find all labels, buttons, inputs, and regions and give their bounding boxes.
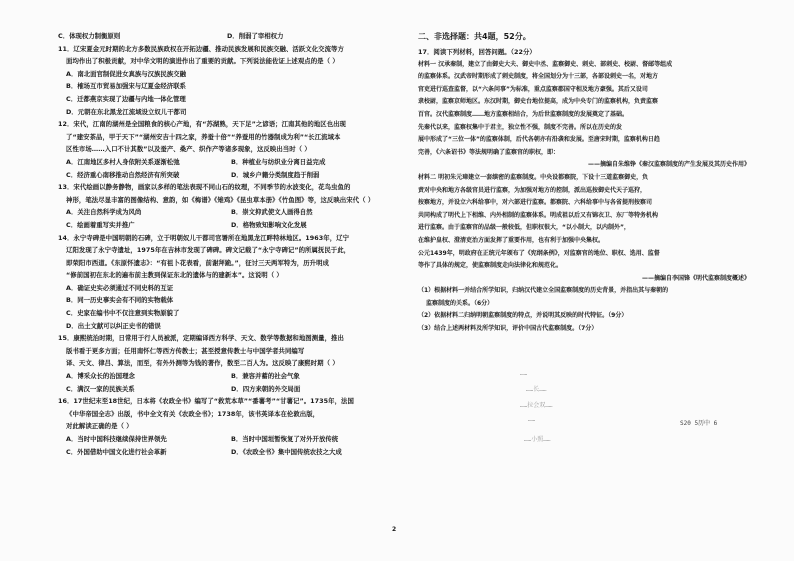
q10-option-c: C．体现权力制衡原则: [58, 32, 121, 40]
q13-option-d: D．格物致知影响文化发展: [231, 220, 307, 229]
q17-title: 17．阅读下列材料，回答问题。（22分）: [418, 48, 536, 56]
q14-stem-line: 14．永宁寺碑是中国明朝的石碑，立于明朝奴儿干都司官署所在地黑龙江畔特林地区。1963年，辽宁: [58, 233, 350, 242]
material-two-line: 在维护皇权、澄清吏治方面发挥了重要作用，也有利于加强中央集权。: [418, 236, 605, 244]
q13-stem-line: 13．宋代绘画以静务静物，画家以多样的笔法表现不同山石的纹理，不同季节的水波变化，花鸟虫鱼的: [58, 183, 351, 192]
q11-stem-line: 面均作出了积极贡献，对中华文明的演进作出了重要的贡献。下列说法能佐证上述观点的是（ ）: [66, 57, 339, 66]
q14-stem-line: 即荣阳市西道。《东原怀遗志》：“有祖卜花表看，前谢拜跪。”，征讨三天两军特为，历升明成: [66, 258, 329, 267]
right-column: [418, 30, 754, 336]
stamp-line: ……小照……: [524, 436, 551, 443]
material-one-line: 展中形成了“三位一体”的监察体制，后代各朝亦有沿袭和发展。至唐宋时期，监察机构日趋: [418, 136, 660, 144]
material-two-line: 公元1439年，明政府在正统元年颁布了《宪纲条例》，对监察官的地位、职权、选用、监督: [418, 249, 660, 257]
material-one-source: ——摘编自朱维铮《秦汉监察制度的产生发展及其历史作用》: [587, 161, 750, 169]
material-one-line: 百官。汉代监察制度……地方监察相结合，为后世监察制度的发展奠定了基础。: [418, 110, 629, 118]
question-12: [58, 118, 396, 181]
q15-stem-line: 15．康熙统治时期，日常用于行人员被派，定期编译西方科学、天文、数学等数据和地图测量，推出: [58, 334, 344, 343]
q12-option-c: C．经济重心南移推动自然经济有所突破: [66, 170, 180, 179]
q16-options-row: [58, 433, 396, 446]
material-two-line: 按察地方，并设立六科给事中，对六部进行监察。都察院、六科给事中与各省提刑按察司: [418, 199, 653, 207]
q16-stem-line: 对此解读正确的是（ ）: [66, 422, 133, 431]
q12-option-d: D．城乡户籍分类制度趋于削弱: [231, 170, 320, 179]
q13-options-row: [58, 206, 396, 219]
q12-option-a: A．江南地区多村人身依附关系逐渐松弛: [66, 157, 180, 166]
subquestion-line: （2）依据材料二归纳明朝监察制度的特点，并说明其反映的时代特征。（9分）: [418, 312, 628, 320]
material-two-line: 共同构成了明代上下相维、内外相制的监察体系。明成祖以后又有锦衣卫、东厂等特务机构: [418, 211, 659, 219]
q16-option-b: B．当时中国垣暂恢复了对外开放传统: [231, 435, 339, 443]
stamp-label: S20 5历中 6: [680, 420, 718, 427]
stamp-line: ……: [520, 370, 528, 377]
q14-stem-line: “修前国初在东北的遍布前主教到保证东北的遗体与的建新本”。这说明（ ）: [66, 271, 283, 280]
q11-option-d: D．元朝在东北黑龙江流域设立奴儿干都司: [66, 107, 187, 116]
section-title: 二、非选择题：共4题，52分。: [418, 32, 531, 41]
q14-option-c: C．史家在编书中不仅注意到实物原貌了: [66, 309, 180, 318]
q13-stem-line: 神形，笔法尽显丰富的图像结构、意韵，如《梅谱》《雉鸡》《昆虫草本册》《竹鱼图》等，这反映出宋代（ ）: [66, 195, 375, 204]
page-number: 2: [392, 526, 397, 533]
material-one-line: 材料一 汉承秦制，建立了由御史大夫、御史中丞、监察御史、刺史、部刺史、校尉、督邮等组成: [418, 60, 673, 68]
q12-stem-line: 12．宋代，江南的湖州是全国粮食的核心产地，有“苏湖熟，天下足”之谚语；江南其他的地区也出现: [58, 120, 346, 129]
q14-option-a: A．确证史实必须通过不同史料的互证: [66, 283, 174, 292]
q13-options-row: [58, 219, 396, 232]
q15-option-a: A．博采众长的治国理念: [66, 372, 135, 381]
q12-option-b: B．种植业与纺织业分离日益完成: [231, 157, 326, 166]
question-13: [58, 181, 396, 231]
q15-option-b: B．兼容并蓄的社会气象: [231, 372, 300, 381]
material-one-line: 先秦代以来，监察权集中于君主，独立性不强，制度不完善。所以在历史的发: [418, 123, 623, 131]
q11-option-c: C．迁都燕京实现了边疆与内地一体化管理: [66, 94, 186, 103]
material-one-line: 的监察体系。汉武帝时期形成了刺史制度，将全国划分为十三部，各部设刺史一名，对地方: [418, 73, 659, 81]
material-two-line: 材料二 明初朱元璋建立一套缜密的监察制度。中央设都察院，下设十三道监察御史，负: [418, 173, 649, 181]
q15-option-d: D．四方来朝的外交局面: [231, 384, 301, 393]
question-15: [58, 332, 396, 395]
faint-stamp-area: [520, 370, 740, 490]
material-two: [418, 172, 754, 285]
question-14: [58, 232, 396, 333]
q16-stem-line: 《中华帝国全志》出版，书中全文有关《农政全书》；1738年，该书英译本在伦敦出版，: [66, 409, 320, 418]
q15-option-c: C．满汉一家的民族关系: [66, 384, 135, 393]
q12-options-row: [58, 156, 396, 169]
q15-options-row: [58, 383, 396, 396]
q12-stem-line: 了“建安茶品，甲于天下”“湖州安吉十四之家，养蚕十倍”“养蚕用的竹器制成为利”“长江流域本: [66, 132, 341, 141]
q10-option-d: D．削弱了宰相权力: [227, 32, 284, 40]
question-16: [58, 395, 396, 458]
q17-subquestions: [418, 285, 754, 335]
stamp-line: ……拉会双……: [520, 402, 553, 409]
q13-option-a: A．关注自然科学成为风尚: [66, 208, 142, 217]
material-one-line: 官吏进行巡查监督，以“六条问事”为标准，重点监察郡国守相及地方豪强。其后又设司: [418, 85, 648, 93]
q15-stem-line: 版书看于更多方面；任用南怀仁等西方传教士；甚至授意传教士与中国学者共同编写: [66, 346, 305, 355]
q16-option-a: A．当时中国科技继续保持世界领先: [66, 435, 167, 443]
stamp-line: ……长……: [526, 386, 547, 393]
stamp-line: ……: [528, 416, 536, 423]
subquestion-line: （1）根据材料一并结合所学知识，归纳汉代建立全国监察制度的历史背景，并指出其与秦朝的: [418, 287, 669, 295]
question-11: [58, 43, 396, 119]
material-one-line: 完善，《六条诏书》等法规明确了监察官的职权，即：: [418, 148, 560, 156]
q12-stem-line: 区性市场……入口不计其数”以及蚕产、桑产、织作产等诸多现象，这反映出当时（ ）: [66, 145, 311, 154]
left-column: [58, 30, 396, 458]
q11-stem-line: 11．辽宋夏金元时期的北方多数民族政权在开拓边疆、推动民族发展和民族交融、活跃文化交流等方: [58, 44, 344, 53]
q16-options-row: [58, 446, 396, 459]
q10-options: [58, 30, 396, 43]
q14-stem-line: 辽阳发现了永宁寺遗址，1975年在吉林市发现了碑碑。碑文记载了“永宁寺碑记”的所属抚民于此，: [66, 246, 351, 255]
q16-option-d: D．《农政全书》集中国传统农技之大成: [231, 447, 342, 456]
subquestion-line: （3）结合上述两材料及所学知识，评价中国古代监察制度。（7分）: [418, 325, 598, 333]
material-two-line: 等作了具体的规定，使监察制度走向法律化和规范化。: [418, 262, 563, 270]
q11-option-a: A．南北面官制促进女真族与汉族民族交融: [66, 69, 186, 78]
material-two-line: 责对中央和地方各级官员进行监察，为加强对地方的控制，派出巡按御史代天子巡狩，: [418, 186, 647, 194]
subquestion-line: 监察制度的关系。（6分）: [426, 299, 494, 307]
q14-option-b: B．同一历史事实会有不同的实物载体: [66, 296, 174, 305]
q16-stem-line: 16．17世纪末至18世纪，日本将《农政全书》编写了“救荒本草”“番薯考”“甘薯记”。1735年，法国: [58, 397, 354, 406]
q12-options-row: [58, 169, 396, 182]
q16-option-c: C．外国借助中国文化进行社会革新: [66, 447, 167, 456]
q15-stem-line: 译、天文、律吕、算法，而至，有外外测等为钱的著作，数至二百人为。这反映了康熙时期（ ）: [66, 359, 339, 368]
material-two-line: 进行监察。由于监察官的品级一般较低，但职权很大，“以小制大，以内制外”，: [418, 224, 630, 232]
q13-option-b: B．崇文抑武使文人画得自然: [231, 208, 313, 217]
q14-option-d: D．出土文献可以纠正史书的错误: [66, 321, 161, 330]
material-one: [418, 59, 754, 172]
q13-option-c: C．绘画着重写实并推广: [66, 220, 135, 229]
material-two-source: ——摘编自李国锋《明代监察制度概述》: [641, 274, 750, 282]
material-one-line: 隶校尉，监察京师地区。东汉时期，御史台地位提高，成为中央专门的监察机构，负责监察: [418, 98, 659, 106]
q11-option-b: B．榷场互市贸易加强宋与辽夏金经济联系: [66, 82, 186, 91]
q15-options-row: [58, 370, 396, 383]
